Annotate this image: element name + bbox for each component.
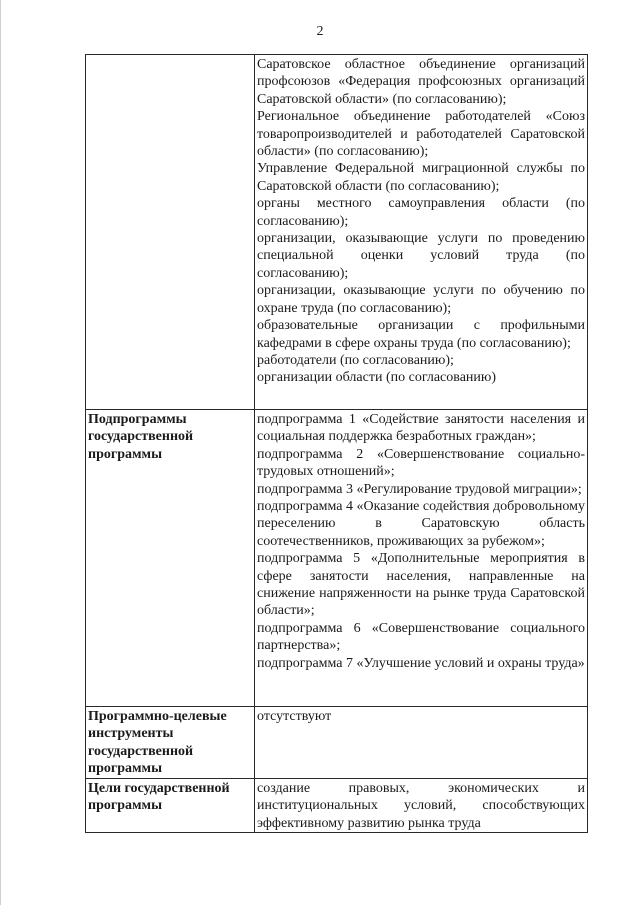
list-item: органы местного самоуправления области (по согласованию); — [257, 196, 585, 229]
list-item: подпрограмма 2 «Совершенствование социально-трудовых отношений»; — [257, 446, 585, 480]
page-number: 2 — [316, 24, 324, 39]
list-item: подпрограмма 3 «Регулирование трудовой миграции»; — [257, 481, 582, 497]
row-target-instruments-value — [255, 707, 588, 779]
list-item: отсутствуют — [257, 709, 332, 724]
row-target-instruments-label — [86, 707, 255, 779]
row-goals-label — [86, 779, 255, 833]
list-item: организации области (по согласованию) — [257, 370, 497, 386]
list-item: создание правовых, экономических и институциональных условий, способствующих эффективному развитию рынка труда — [257, 781, 585, 831]
row-label-text: Цели государственной программы — [88, 781, 230, 814]
row-participants — [86, 55, 588, 410]
list-item: подпрограмма 7 «Улучшение условий и охраны труда» — [257, 655, 585, 671]
row-participants-label — [86, 55, 255, 410]
row-subprograms-label — [86, 410, 255, 707]
list-item: Управление Федеральной миграционной службы по Саратовской области (по согласованию); — [257, 161, 585, 194]
program-passport-table — [85, 54, 588, 833]
row-goals — [86, 779, 588, 833]
row-goals-value — [255, 779, 588, 833]
row-subprograms — [86, 410, 588, 707]
list-item: организации, оказывающие услуги по обучению по охране труда (по согласованию); — [257, 283, 585, 316]
list-item: Саратовское областное объединение организаций профсоюзов «Федерация профсоюзных организаций Саратовской области» (по согласованию); — [257, 57, 585, 107]
list-item: подпрограмма 6 «Совершенствование социального партнерства»; — [257, 620, 585, 654]
list-item: организации, оказывающие услуги по проведению специальной оценки условий труда (по согласованию); — [257, 231, 585, 281]
list-item: подпрограмма 5 «Дополнительные мероприятия в сфере занятости населения, направленные на снижение напряженности на рынке труда Саратовской области»; — [257, 551, 585, 619]
row-target-instruments — [86, 707, 588, 779]
list-item: работодатели (по согласованию); — [257, 352, 454, 368]
list-item: Региональное объединение работодателей «Союз товаропроизводителей и работодателей Саратовской области» (по согласованию); — [257, 109, 585, 160]
row-label-text: Программно-целевые инструменты государственной программы — [88, 709, 227, 777]
row-participants-value — [255, 55, 588, 410]
row-subprograms-value — [255, 410, 588, 707]
page-edge — [0, 0, 1, 905]
row-label-text: Подпрограммы государственной программы — [88, 412, 194, 462]
list-item: образовательные организации с профильными кафедрами в сфере охраны труда (по согласованию); — [257, 318, 585, 351]
list-item: подпрограмма 1 «Содействие занятости населения и социальная поддержка безработных граждан»; — [257, 412, 585, 445]
list-item: подпрограмма 4 «Оказание содействия добровольному переселению в Саратовскую область соотечественников, проживающих за рубежом»; — [257, 499, 585, 549]
